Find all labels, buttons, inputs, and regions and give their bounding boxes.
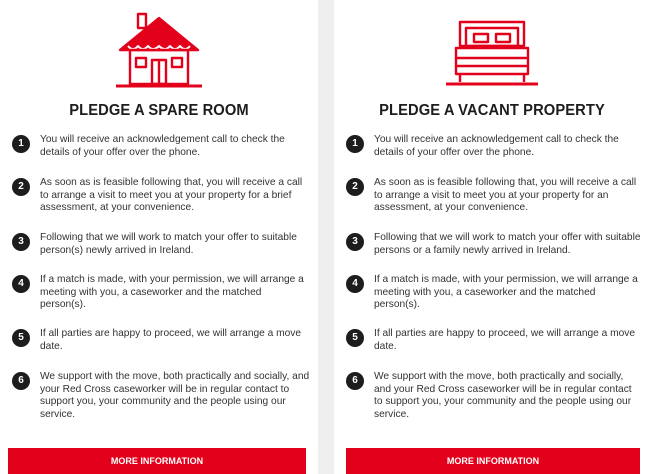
step-number-badge: 2 bbox=[346, 178, 364, 196]
step-text: You will receive an acknowledgement call to check the details of your offer over the phone. bbox=[40, 134, 285, 158]
step-text: We support with the move, both practically and socially, and your Red Cross caseworker will be in regular contact to support you, your community and the people using our service. bbox=[374, 371, 632, 420]
card-title: PLEDGE A VACANT PROPERTY bbox=[379, 102, 605, 119]
step-number-badge: 6 bbox=[12, 372, 30, 390]
step-text: If all parties are happy to proceed, we will arrange a move date. bbox=[40, 328, 302, 352]
step-text: Following that we will work to match your offer with suitable persons or a family newly arrived in Ireland. bbox=[374, 232, 641, 256]
step-text: If a match is made, with your permission, we will arrange a meeting with you, a caseworker and the matched person(s). bbox=[40, 274, 304, 311]
step-number-badge: 5 bbox=[12, 329, 30, 347]
step-text: We support with the move, both practically and socially, and your Red Cross caseworker will be in regular contact to support you, your community and the people using our service. bbox=[40, 371, 310, 420]
step-number-badge: 4 bbox=[12, 275, 30, 293]
more-information-button[interactable]: MORE INFORMATION bbox=[8, 448, 306, 474]
vacant-property-card bbox=[334, 0, 650, 474]
step-text: If all parties are happy to proceed, we will arrange a move date. bbox=[374, 328, 636, 352]
step-number-badge: 3 bbox=[12, 233, 30, 251]
more-information-button[interactable]: MORE INFORMATION bbox=[346, 448, 640, 474]
bed-icon bbox=[334, 12, 650, 90]
step-text: As soon as is feasible following that, you will receive a call to arrange a visit to meet you at your property for a brief assessment, at your convenience. bbox=[40, 177, 303, 214]
step-number-badge: 2 bbox=[12, 178, 30, 196]
step-text: If a match is made, with your permission, we will arrange a meeting with you, a caseworker and the matched person(s). bbox=[374, 274, 638, 311]
step-number-badge: 6 bbox=[346, 372, 364, 390]
house-icon bbox=[0, 12, 318, 90]
step-number-badge: 4 bbox=[346, 275, 364, 293]
card-title: PLEDGE A SPARE ROOM bbox=[69, 102, 249, 119]
step-text: As soon as is feasible following that, you will receive a call to arrange a visit to meet you at your property for an assessment, at your convenience. bbox=[374, 177, 637, 214]
step-number-badge: 1 bbox=[12, 135, 30, 153]
step-number-badge: 5 bbox=[346, 329, 364, 347]
step-number-badge: 3 bbox=[346, 233, 364, 251]
spare-room-card bbox=[0, 0, 318, 474]
step-text: You will receive an acknowledgement call to check the details of your offer over the phone. bbox=[374, 134, 619, 158]
step-text: Following that we will work to match your offer to suitable person(s) newly arrived in Ireland. bbox=[40, 232, 297, 256]
step-number-badge: 1 bbox=[346, 135, 364, 153]
